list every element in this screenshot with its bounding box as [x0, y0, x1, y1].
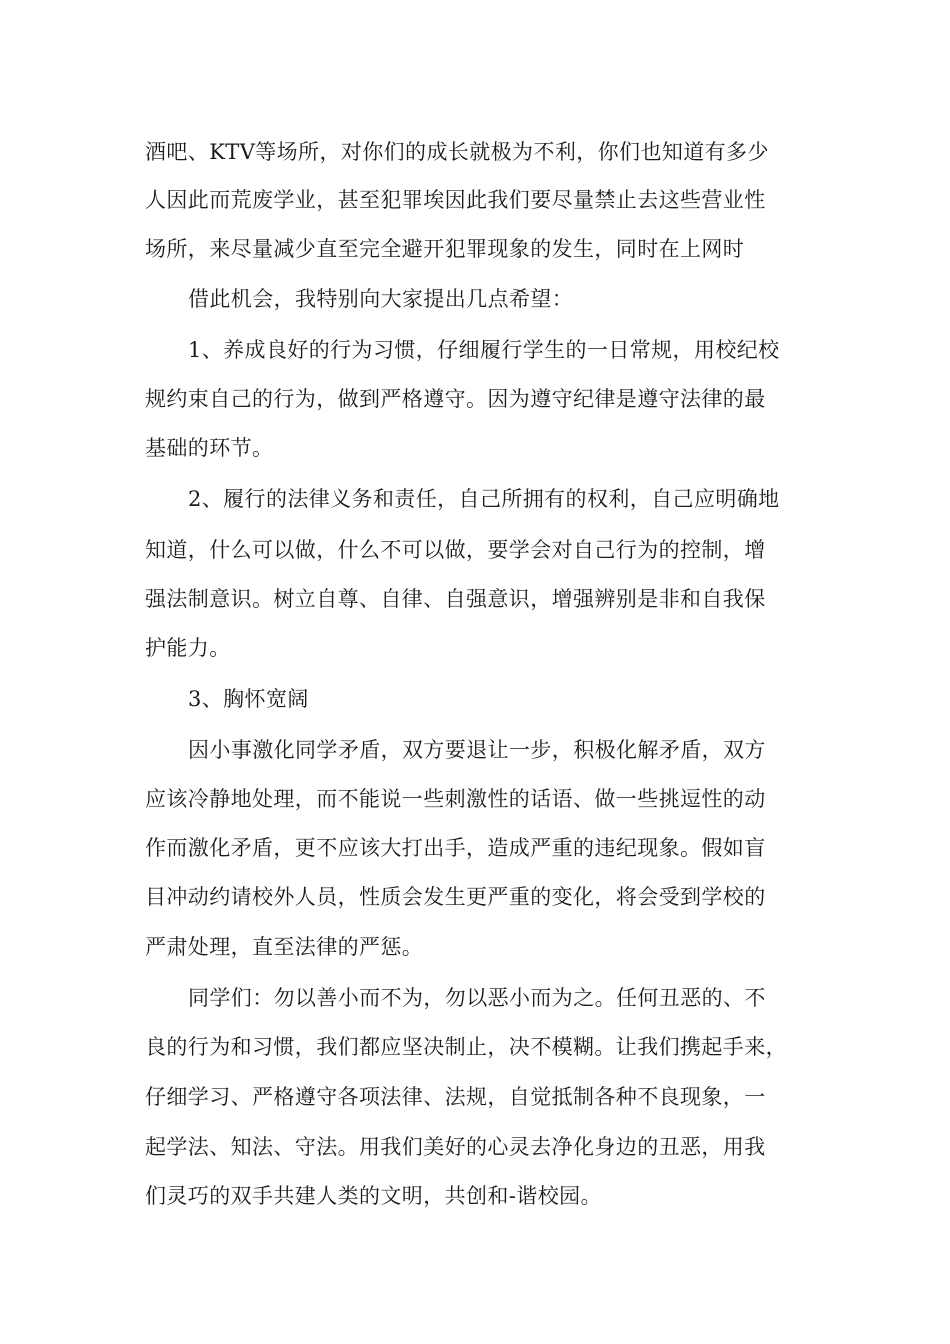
- text-line: 良的行为和习惯，我们都应坚决制止，决不模糊。让我们携起手来，: [145, 1035, 787, 1059]
- text-line: 知道，什么可以做，什么不可以做，要学会对自己行为的控制，增: [145, 538, 766, 562]
- text-line: 仔细学习、严格遵守各项法律、法规，自觉抵制各种不良现象，一: [145, 1085, 766, 1109]
- text-line: 护能力。: [145, 636, 231, 660]
- text-line: 规约束自己的行为，做到严格遵守。因为遵守纪律是遵守法律的最: [145, 387, 766, 411]
- paragraph-start: 借此机会，我特别向大家提出几点希望：: [188, 287, 574, 311]
- paragraph-start: 因小事激化同学矛盾，双方要退让一步，积极化解矛盾，双方: [188, 738, 766, 762]
- text-line: 人因此而荒废学业，甚至犯罪埃因此我们要尽量禁止去这些营业性: [145, 188, 766, 212]
- text-line: 们灵巧的双手共建人类的文明，共创和-谐校园。: [145, 1184, 602, 1208]
- text-line: 场所，来尽量减少直至完全避开犯罪现象的发生，同时在上网时: [145, 237, 745, 261]
- text-line: 酒吧、KTV等场所，对你们的成长就极为不利，你们也知道有多少: [145, 140, 769, 164]
- text-line: 目冲动约请校外人员，性质会发生更严重的变化，将会受到学校的: [145, 885, 766, 909]
- paragraph-start: 同学们：勿以善小而不为，勿以恶小而为之。任何丑恶的、不: [188, 986, 766, 1010]
- text-line: 基础的环节。: [145, 436, 274, 460]
- list-item-2-start: 2、履行的法律义务和责任，自己所拥有的权利，自己应明确地: [188, 487, 780, 511]
- list-item-1-start: 1、养成良好的行为习惯，仔细履行学生的一日常规，用校纪校: [188, 338, 780, 362]
- text-line: 应该冷静地处理，而不能说一些刺激性的话语、做一些挑逗性的动: [145, 787, 766, 811]
- text-line: 强法制意识。树立自尊、自律、自强意识，增强辨别是非和自我保: [145, 587, 766, 611]
- list-item-3-heading: 3、胸怀宽阔: [188, 687, 309, 711]
- text-line: 起学法、知法、守法。用我们美好的心灵去净化身边的丑恶，用我: [145, 1135, 766, 1159]
- text-line: 严肃处理，直至法律的严惩。: [145, 935, 424, 959]
- text-line: 作而激化矛盾，更不应该大打出手，造成严重的违纪现象。假如盲: [145, 836, 766, 860]
